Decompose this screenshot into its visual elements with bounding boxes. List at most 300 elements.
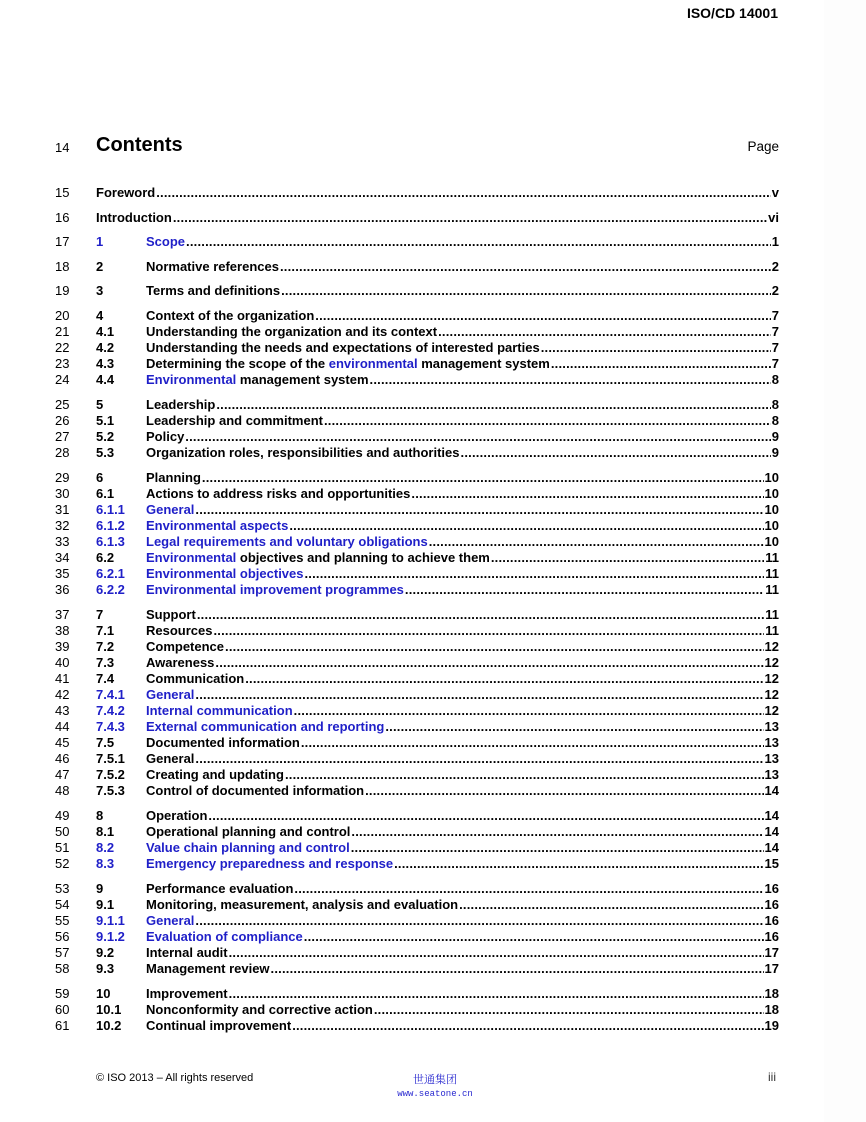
toc-entry[interactable] — [55, 840, 779, 856]
toc-entry[interactable] — [55, 719, 779, 735]
section-title-segment: Planning — [146, 470, 201, 485]
section-title[interactable] — [146, 340, 540, 356]
section-number: 8.2 — [96, 840, 115, 855]
dot-leader — [285, 767, 764, 783]
section-title-segment: Environmental objectives — [146, 566, 304, 581]
toc-entry[interactable] — [55, 566, 779, 582]
toc-entry-link[interactable] — [146, 703, 779, 719]
dot-leader — [195, 687, 763, 703]
toc-entry-link[interactable] — [146, 655, 779, 671]
toc-entry-link[interactable] — [146, 897, 779, 913]
dot-leader — [197, 607, 764, 623]
toc-entry-link[interactable] — [146, 372, 779, 388]
toc-entry[interactable] — [55, 356, 779, 372]
line-number: 19 — [55, 283, 70, 298]
toc-entry[interactable] — [55, 671, 779, 687]
dot-leader — [365, 783, 763, 799]
line-number: 14 — [55, 140, 70, 155]
page-number: 7 — [771, 324, 779, 339]
contents-title: Contents — [96, 134, 183, 156]
toc-entry-link[interactable] — [146, 283, 779, 299]
section-title[interactable] — [146, 1002, 373, 1018]
toc-entry-link[interactable] — [146, 356, 779, 372]
dot-leader — [305, 566, 765, 582]
dot-leader — [289, 518, 763, 534]
section-number: 7.2 — [96, 639, 115, 654]
section-title-segment: Organization roles, responsibilities and authorities — [146, 445, 460, 460]
toc-entry[interactable] — [55, 470, 779, 486]
section-title-segment: Nonconformity and corrective action — [146, 1002, 373, 1017]
section-number: 5.3 — [96, 445, 115, 460]
toc-entry-link[interactable] — [146, 340, 779, 356]
toc-entry[interactable] — [55, 1002, 779, 1018]
section-title-segment: Creating and updating — [146, 767, 284, 782]
toc-entry[interactable] — [55, 308, 779, 324]
dot-leader — [185, 429, 770, 445]
dot-leader — [215, 655, 763, 671]
page-number: 9 — [771, 429, 779, 444]
section-number: 7.4.2 — [96, 703, 125, 718]
section-title[interactable] — [146, 703, 293, 719]
section-number: 6 — [96, 470, 104, 485]
line-number: 57 — [55, 945, 70, 960]
page-number: 10 — [764, 534, 779, 549]
line-number: 26 — [55, 413, 70, 428]
toc-entry[interactable] — [55, 502, 779, 518]
dot-leader — [541, 340, 771, 356]
toc-entry-link[interactable] — [146, 840, 779, 856]
section-title-segment: management system — [417, 356, 550, 371]
page-number: 2 — [771, 259, 779, 274]
section-title-segment: Leadership — [146, 397, 216, 412]
section-number: 8.1 — [96, 824, 115, 839]
section-number: 9 — [96, 881, 104, 896]
dot-leader — [225, 639, 764, 655]
section-title-segment: Emergency preparedness and response — [146, 856, 394, 871]
toc-entry-link[interactable] — [146, 824, 779, 840]
dot-leader — [351, 824, 763, 840]
section-number: 4.2 — [96, 340, 115, 355]
footer-watermark — [390, 1071, 480, 1099]
toc-entry-link[interactable] — [146, 234, 779, 250]
toc-entry-link[interactable] — [146, 413, 779, 429]
toc-entry[interactable] — [55, 340, 779, 356]
line-number: 44 — [55, 719, 70, 734]
toc-entry-link[interactable] — [146, 687, 779, 703]
toc-entry-link[interactable] — [146, 502, 779, 518]
toc-entry[interactable] — [55, 945, 779, 961]
page-number: 13 — [764, 751, 779, 766]
section-title-segment: Understanding the needs and expectations of interested parties — [146, 340, 540, 355]
toc-entry-link[interactable] — [146, 735, 779, 751]
line-number: 46 — [55, 751, 70, 766]
page-number: 11 — [765, 582, 779, 597]
section-title-segment: Legal requirements and voluntary obligations — [146, 534, 428, 549]
document-id: ISO/CD 14001 — [686, 5, 778, 21]
section-title-segment: Environmental improvement programmes — [146, 582, 404, 597]
toc-entry[interactable] — [55, 767, 779, 783]
page-number: 14 — [764, 808, 779, 823]
toc-entry[interactable] — [55, 897, 779, 913]
dot-leader — [438, 324, 771, 340]
section-number: 9.1 — [96, 897, 115, 912]
line-number: 61 — [55, 1018, 70, 1033]
line-number: 22 — [55, 340, 70, 355]
dot-leader — [195, 502, 763, 518]
dot-leader — [370, 372, 771, 388]
section-title[interactable] — [146, 372, 369, 388]
line-number: 28 — [55, 445, 70, 460]
toc-entry[interactable] — [55, 607, 779, 623]
section-title[interactable] — [146, 945, 228, 961]
toc-entry[interactable] — [55, 623, 779, 639]
toc-entry-link[interactable] — [146, 550, 779, 566]
section-title[interactable] — [146, 445, 460, 461]
dot-leader — [292, 1018, 763, 1034]
toc-entry[interactable] — [55, 445, 779, 461]
section-title-segment: Monitoring, measurement, analysis and evaluation — [146, 897, 459, 912]
line-number: 39 — [55, 639, 70, 654]
section-title[interactable] — [146, 259, 279, 275]
line-number: 41 — [55, 671, 70, 686]
watermark-url[interactable]: www.seatone.cn — [397, 1089, 473, 1099]
section-title[interactable] — [146, 308, 314, 324]
toc-entry[interactable] — [55, 639, 779, 655]
section-title-segment: Competence — [146, 639, 225, 654]
section-title[interactable] — [146, 413, 323, 429]
section-title[interactable] — [146, 808, 207, 824]
section-title[interactable] — [146, 234, 185, 250]
page-number: 14 — [764, 840, 779, 855]
toc-entry-link[interactable] — [146, 259, 779, 275]
toc-entry-link[interactable] — [146, 397, 779, 413]
toc-entry-link[interactable] — [146, 751, 779, 767]
page-number: 18 — [764, 1002, 779, 1017]
page-number: 16 — [764, 913, 779, 928]
toc-entry-link[interactable] — [146, 671, 779, 687]
toc-entry[interactable] — [55, 655, 779, 671]
toc-entry[interactable] — [55, 550, 779, 566]
line-number: 51 — [55, 840, 70, 855]
section-title[interactable] — [146, 897, 458, 913]
section-title-segment: General — [146, 913, 195, 928]
section-title-segment: Internal audit — [146, 945, 228, 960]
line-number: 54 — [55, 897, 70, 912]
section-title[interactable] — [146, 397, 215, 413]
dot-leader — [202, 470, 764, 486]
line-number: 18 — [55, 259, 70, 274]
section-title-segment: Environmental — [146, 372, 237, 387]
section-title[interactable] — [146, 735, 300, 751]
page-number: 1 — [771, 234, 779, 249]
section-title[interactable] — [146, 929, 303, 945]
line-number: 47 — [55, 767, 70, 782]
toc-entry-link[interactable] — [146, 961, 779, 977]
toc-entry[interactable] — [55, 486, 779, 502]
page-number: 8 — [771, 397, 779, 412]
dot-leader — [459, 897, 763, 913]
toc-entry-link[interactable] — [146, 1002, 779, 1018]
section-title[interactable] — [146, 881, 293, 897]
section-number: 4.3 — [96, 356, 115, 371]
section-title-segment: Context of the organization — [146, 308, 315, 323]
toc-entry[interactable] — [55, 185, 779, 201]
dot-leader — [385, 719, 763, 735]
section-title-segment: Actions to address risks and opportunities — [146, 486, 411, 501]
page-right-margin — [824, 0, 866, 1122]
toc-entry[interactable] — [55, 429, 779, 445]
dot-leader — [294, 703, 764, 719]
section-number: 7.1 — [96, 623, 115, 638]
line-number: 33 — [55, 534, 70, 549]
dot-leader — [229, 945, 764, 961]
dot-leader — [351, 840, 764, 856]
page-number: 12 — [764, 655, 779, 670]
toc-entry[interactable] — [55, 881, 779, 897]
section-title-segment: External communication and reporting — [146, 719, 385, 734]
section-title[interactable] — [146, 623, 212, 639]
toc-entry[interactable] — [55, 961, 779, 977]
page-number: 10 — [764, 486, 779, 501]
section-title[interactable] — [146, 534, 428, 550]
toc-entry-link[interactable] — [146, 470, 779, 486]
page-number: 13 — [764, 767, 779, 782]
section-number: 10.1 — [96, 1002, 122, 1017]
page-number: 18 — [764, 986, 779, 1001]
section-title[interactable] — [146, 486, 410, 502]
section-title[interactable] — [146, 783, 364, 799]
toc-entry-link[interactable] — [146, 1018, 779, 1034]
section-number: 7.5.3 — [96, 783, 125, 798]
toc-entry[interactable] — [55, 518, 779, 534]
section-title-segment: Foreword — [96, 185, 156, 200]
section-title[interactable] — [96, 210, 172, 226]
section-title-segment: Management review — [146, 961, 270, 976]
toc-entry-link[interactable] — [146, 308, 779, 324]
dot-leader — [294, 881, 763, 897]
section-title[interactable] — [146, 961, 270, 977]
toc-entry-link[interactable] — [146, 881, 779, 897]
section-title[interactable] — [146, 719, 384, 735]
section-title[interactable] — [146, 1018, 291, 1034]
toc-entry-link[interactable] — [96, 210, 779, 226]
toc-entry-link[interactable] — [146, 486, 779, 502]
toc-entry[interactable] — [55, 413, 779, 429]
toc-entry[interactable] — [55, 856, 779, 872]
dot-leader — [156, 185, 771, 201]
toc-entry-link[interactable] — [146, 929, 779, 945]
section-title-segment: Terms and definitions — [146, 283, 281, 298]
toc-entry[interactable] — [55, 324, 779, 340]
toc-entry-link[interactable] — [146, 767, 779, 783]
section-number: 6.2.1 — [96, 566, 125, 581]
toc-entry[interactable] — [55, 534, 779, 550]
section-title-segment: Internal communication — [146, 703, 293, 718]
section-title-segment: Performance evaluation — [146, 881, 294, 896]
toc-entry-link[interactable] — [146, 808, 779, 824]
line-number: 35 — [55, 566, 70, 581]
line-number: 40 — [55, 655, 70, 670]
dot-leader — [195, 913, 763, 929]
line-number: 29 — [55, 470, 70, 485]
toc-entry-link[interactable] — [146, 986, 779, 1002]
toc-entry[interactable] — [55, 210, 779, 226]
toc-entry[interactable] — [55, 259, 779, 275]
section-number: 7.5.2 — [96, 767, 125, 782]
section-number: 7.5.1 — [96, 751, 125, 766]
section-title[interactable] — [146, 566, 304, 582]
section-title[interactable] — [146, 751, 194, 767]
toc-entry-link[interactable] — [146, 582, 779, 598]
section-number: 7.4.1 — [96, 687, 125, 702]
section-title[interactable] — [146, 913, 194, 929]
section-title[interactable] — [96, 185, 155, 201]
dot-leader — [208, 808, 763, 824]
section-title-segment: Policy — [146, 429, 185, 444]
footer-page-number: iii — [768, 1070, 776, 1084]
dot-leader — [245, 671, 763, 687]
line-number: 17 — [55, 234, 70, 249]
dot-leader — [280, 259, 771, 275]
dot-leader — [271, 961, 764, 977]
contents-heading-row — [55, 134, 779, 160]
section-title[interactable] — [146, 655, 214, 671]
section-number: 9.2 — [96, 945, 115, 960]
section-title[interactable] — [146, 856, 393, 872]
section-title[interactable] — [146, 324, 437, 340]
dot-leader — [405, 582, 764, 598]
line-number: 23 — [55, 356, 70, 371]
section-title-segment: Environmental — [146, 550, 237, 565]
dot-leader — [281, 283, 771, 299]
page-number: 2 — [771, 283, 779, 298]
page-number: 12 — [764, 671, 779, 686]
dot-leader — [304, 929, 764, 945]
section-title[interactable] — [146, 607, 196, 623]
toc-entry[interactable] — [55, 687, 779, 703]
toc-entry-link[interactable] — [146, 607, 779, 623]
section-title[interactable] — [146, 671, 244, 687]
page-number: 16 — [764, 929, 779, 944]
toc-entry-link[interactable] — [146, 719, 779, 735]
section-title[interactable] — [146, 356, 550, 372]
section-title[interactable] — [146, 550, 490, 566]
dot-leader — [411, 486, 763, 502]
toc-entry-link[interactable] — [146, 445, 779, 461]
section-title[interactable] — [146, 470, 201, 486]
section-number: 6.1.1 — [96, 502, 125, 517]
page-number: 10 — [764, 518, 779, 533]
section-title[interactable] — [146, 840, 350, 856]
toc-entry-link[interactable] — [96, 185, 779, 201]
toc-entry-link[interactable] — [146, 429, 779, 445]
page-number: 13 — [764, 735, 779, 750]
line-number: 16 — [55, 210, 70, 225]
page-number: 7 — [771, 356, 779, 371]
dot-leader — [173, 210, 767, 226]
toc-entry-link[interactable] — [146, 913, 779, 929]
toc-entry[interactable] — [55, 808, 779, 824]
page-number: 10 — [764, 470, 779, 485]
toc-entry-link[interactable] — [146, 783, 779, 799]
toc-entry[interactable] — [55, 735, 779, 751]
section-title-segment: Understanding the organization and its context — [146, 324, 438, 339]
toc-entry[interactable] — [55, 783, 779, 799]
toc-entry-link[interactable] — [146, 534, 779, 550]
toc-entry[interactable] — [55, 913, 779, 929]
line-number: 36 — [55, 582, 70, 597]
section-number: 5.2 — [96, 429, 115, 444]
section-title-segment: environmental — [328, 356, 418, 371]
toc-entry[interactable] — [55, 986, 779, 1002]
section-number: 4 — [96, 308, 104, 323]
section-title[interactable] — [146, 687, 194, 703]
line-number: 38 — [55, 623, 70, 638]
toc-entry-link[interactable] — [146, 623, 779, 639]
toc-entry-link[interactable] — [146, 639, 779, 655]
toc-entry[interactable] — [55, 372, 779, 388]
line-number: 58 — [55, 961, 70, 976]
toc-entry[interactable] — [55, 929, 779, 945]
section-title-segment: Leadership and commitment — [146, 413, 323, 428]
section-title-segment: Communication — [146, 671, 245, 686]
toc-entry[interactable] — [55, 234, 779, 250]
toc-entry-link[interactable] — [146, 518, 779, 534]
line-number: 21 — [55, 324, 70, 339]
watermark-brand-name: 世通集团 — [413, 1073, 457, 1086]
footer-copyright: © ISO 2013 – All rights reserved — [96, 1072, 254, 1084]
toc-entry[interactable] — [55, 824, 779, 840]
section-title[interactable] — [146, 283, 280, 299]
section-title[interactable] — [146, 429, 184, 445]
section-number: 8.3 — [96, 856, 115, 871]
section-title[interactable] — [146, 502, 194, 518]
line-number: 49 — [55, 808, 70, 823]
line-number: 48 — [55, 783, 70, 798]
toc-entry[interactable] — [55, 703, 779, 719]
section-title[interactable] — [146, 824, 350, 840]
toc-entry[interactable] — [55, 283, 779, 299]
toc-entry[interactable] — [55, 1018, 779, 1034]
section-title[interactable] — [146, 518, 288, 534]
section-title-segment: Operational planning and control — [146, 824, 351, 839]
section-title-segment: General — [146, 687, 195, 702]
section-title[interactable] — [146, 582, 404, 598]
toc-entry[interactable] — [55, 582, 779, 598]
line-number: 34 — [55, 550, 70, 565]
line-number: 25 — [55, 397, 70, 412]
toc-entry[interactable] — [55, 751, 779, 767]
page-number: 16 — [764, 881, 779, 896]
toc-entry-link[interactable] — [146, 856, 779, 872]
section-title[interactable] — [146, 986, 228, 1002]
section-title[interactable] — [146, 639, 224, 655]
toc-entry-link[interactable] — [146, 566, 779, 582]
section-number: 6.2 — [96, 550, 115, 565]
toc-entry-link[interactable] — [146, 945, 779, 961]
page-number: 12 — [764, 639, 779, 654]
page-number: 7 — [771, 340, 779, 355]
section-number: 6.2.2 — [96, 582, 125, 597]
section-title-segment: Support — [146, 607, 196, 622]
section-title[interactable] — [146, 767, 284, 783]
line-number: 45 — [55, 735, 70, 750]
toc-entry-link[interactable] — [146, 324, 779, 340]
toc-entry[interactable] — [55, 397, 779, 413]
section-title-segment: Documented information — [146, 735, 300, 750]
dot-leader — [551, 356, 771, 372]
line-number: 60 — [55, 1002, 70, 1017]
